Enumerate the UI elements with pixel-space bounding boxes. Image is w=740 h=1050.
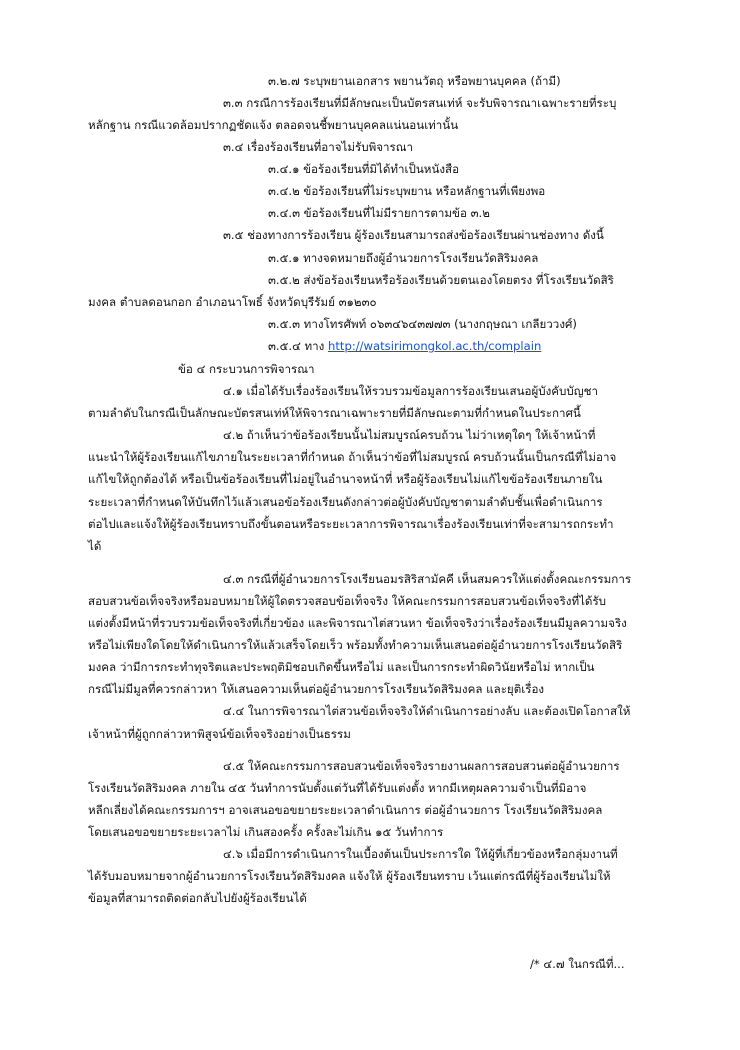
item-4-6-cont-2: ข้อมูลที่สามารถติดต่อกลับไปยังผู้ร้องเรียนได้ (88, 891, 307, 905)
item-3-5-4 (268, 338, 541, 354)
item-3-2-7: ๓.๒.๗ ระบุพยานเอกสาร พยานวัตถุ หรือพยานบุคคล (ถ้ามี) (268, 74, 561, 88)
item-4-6: ๔.๖ เมื่อมีการดำเนินการในเบื้องต้นเป็นประการใด ให้ผู้ที่เกี่ยวข้องหรือกลุ่มงานที่ (223, 847, 618, 861)
item-3-5: ๓.๕ ช่องทางการร้องเรียน ผู้ร้องเรียนสามารถส่งข้อร้องเรียนผ่านช่องทาง ดังนี้ (223, 228, 604, 242)
item-3-5-4-label: ๓.๕.๔ ทาง (268, 339, 329, 353)
item-4-2-cont-1: แนะนำให้ผู้ร้องเรียนแก้ไขภายในระยะเวลาที่กำหนด ถ้าเห็นว่าข้อที่ไม่สมบูรณ์ ครบถ้วนนั้นเป็นกรณีที่ไม่อาจ (88, 450, 617, 464)
section-4-heading: ข้อ ๔ กระบวนการพิจารณา (178, 362, 315, 376)
item-3-5-2-cont: มงคล ตำบลดอนกอก อำเภอนาโพธิ์ จังหวัดบุรีรัมย์ ๓๑๒๓๐ (88, 295, 377, 309)
item-4-2-cont-2: แก้ไขให้ถูกต้องได้ หรือเป็นข้อร้องเรียนที่ไม่อยู่ในอำนาจหน้าที่ หรือผู้ร้องเรียนไม่แก้ไขข้อร้องเรียนภายใน (88, 472, 603, 486)
complaint-link[interactable]: http://watsirimongkol.ac.th/complain (328, 339, 542, 353)
item-4-1-cont: ตามลำดับในกรณีเป็นลักษณะบัตรสนเท่ห์ให้พิจารณาเฉพาะรายที่มีลักษณะตามที่กำหนดในประกาศนี้ (88, 406, 581, 420)
item-4-2-cont-5: ได้ (88, 539, 102, 553)
item-3-5-1: ๓.๕.๑ ทางจดหมายถึงผู้อำนวยการโรงเรียนวัดสิริมงคล (268, 251, 539, 265)
item-4-1: ๔.๑ เมื่อได้รับเรื่องร้องเรียนให้รวบรวมข้อมูลการร้องเรียนเสนอผู้บังคับบัญชา (223, 384, 598, 398)
item-3-4-3: ๓.๔.๓ ข้อร้องเรียนที่ไม่มีรายการตามข้อ ๓.๒ (268, 206, 490, 220)
item-3-3: ๓.๓ กรณีการร้องเรียนที่มีลักษณะเป็นบัตรสนเท่ห์ จะรับพิจารณาเฉพาะรายที่ระบุ (223, 96, 617, 110)
item-3-4-2: ๓.๔.๒ ข้อร้องเรียนที่ไม่ระบุพยาน หรือหลักฐานที่เพียงพอ (268, 184, 546, 198)
item-4-4-cont: เจ้าหน้าที่ผู้ถูกกล่าวหาพิสูจน์ข้อเท็จจริงอย่างเป็นธรรม (88, 727, 351, 741)
item-3-5-3: ๓.๕.๓ ทางโทรศัพท์ ๐๖๓๔๖๔๓๗๗๓ (นางกฤษณา เกลียววงศ์) (268, 317, 577, 331)
item-4-4: ๔.๔ ในการพิจารณาไต่สวนข้อเท็จจริงให้ดำเนินการอย่างลับ และต้องเปิดโอกาสให้ (223, 704, 631, 718)
item-4-3-cont-1: สอบสวนข้อเท็จจริงหรือมอบหมายให้ผู้ใดตรวจสอบข้อเท็จจริง ให้คณะกรรมการสอบสวนข้อเท็จจริงที่ได้รับ (88, 594, 607, 608)
item-4-2-cont-3: ระยะเวลาที่กำหนดให้บันทึกไว้แล้วเสนอข้อร้องเรียนดังกล่าวต่อผู้บังคับบัญชาตามลำดับชั้นเพื่อดำเนินการ (88, 495, 603, 509)
item-4-3-cont-4: มงคล ว่ามีการกระทำทุจริตและประพฤติมิชอบเกิดขึ้นหรือไม่ และเป็นการกระทำผิดวินัยหรือไม่ หากเป็น (88, 660, 595, 674)
item-4-2: ๔.๒ ถ้าเห็นว่าข้อร้องเรียนนั้นไม่สมบูรณ์ครบถ้วน ไม่ว่าเหตุใดๆ ให้เจ้าหน้าที่ (223, 428, 596, 442)
item-3-4: ๓.๔ เรื่องร้องเรียนที่อาจไม่รับพิจารณา (223, 140, 414, 154)
item-4-5-cont-2: หลีกเลี่ยงได้คณะกรรมการฯ อาจเสนอขอขยายระยะเวลาดำเนินการ ต่อผู้อำนวยการ โรงเรียนวัดสิริมงคล (88, 803, 603, 817)
item-4-3-cont-3: หรือไม่เพียงใดโดยให้ดำเนินการให้แล้วเสร็จโดยเร็ว พร้อมทั้งทำความเห็นเสนอต่อผู้อำนวยการโรงเรียนวัดสิริ (88, 638, 623, 652)
continuation-note: /* ๔.๗ ในกรณีที่... (530, 957, 625, 971)
item-4-3-cont-2: แต่งตั้งมีหน้าที่รวบรวมข้อเท็จจริงที่เกี่ยวข้อง และพิจารณาไต่สวนหา ข้อเท็จจริงว่าเรื่องร้องเรียนมีมูลความจริง (88, 616, 627, 630)
item-4-5-cont-1: โรงเรียนวัดสิริมงคล ภายใน ๔๕ วันทำการนับตั้งแต่วันที่ได้รับแต่งตั้ง หากมีเหตุผลความจำเป็นที่มิอาจ (88, 781, 587, 795)
item-3-3-cont: หลักฐาน กรณีแวดล้อมปรากฏชัดแจ้ง ตลอดจนชี้พยานบุคคลแน่นอนเท่านั้น (88, 118, 459, 132)
item-4-3-cont-5: กรณีไม่มีมูลที่ควรกล่าวหา ให้เสนอความเห็นต่อผู้อำนวยการโรงเรียนวัดสิริมงคล และยุติเรื่อง (88, 682, 545, 696)
item-3-5-2: ๓.๕.๒ ส่งข้อร้องเรียนหรือร้องเรียนด้วยตนเองโดยตรง ที่โรงเรียนวัดสิริ (268, 273, 614, 287)
item-4-5-cont-3: โดยเสนอขอขยายระยะเวลาไม่ เกินสองครั้ง ครั้งละไม่เกิน ๑๕ วันทำการ (88, 825, 444, 839)
item-3-4-1: ๓.๔.๑ ข้อร้องเรียนที่มิได้ทำเป็นหนังสือ (268, 162, 460, 176)
item-4-5: ๔.๕ ให้คณะกรรมการสอบสวนข้อเท็จจริงรายงานผลการสอบสวนต่อผู้อำนวยการ (223, 759, 620, 773)
item-4-6-cont-1: ได้รับมอบหมายจากผู้อำนวยการโรงเรียนวัดสิริมงคล แจ้งให้ ผู้ร้องเรียนทราบ เว้นแต่กรณีที่ผู้ร้องเรียนไม่ให้ (88, 869, 611, 883)
item-4-3: ๔.๓ กรณีที่ผู้อำนวยการโรงเรียนอมรสิริสามัคคี เห็นสมควรให้แต่งตั้งคณะกรรมการ (223, 572, 632, 586)
item-4-2-cont-4: ต่อไปและแจ้งให้ผู้ร้องเรียนทราบถึงขั้นตอนหรือระยะเวลาการพิจารณาเรื่องร้องเรียนเท่าที่จะสามารถกระทำ (88, 517, 614, 531)
